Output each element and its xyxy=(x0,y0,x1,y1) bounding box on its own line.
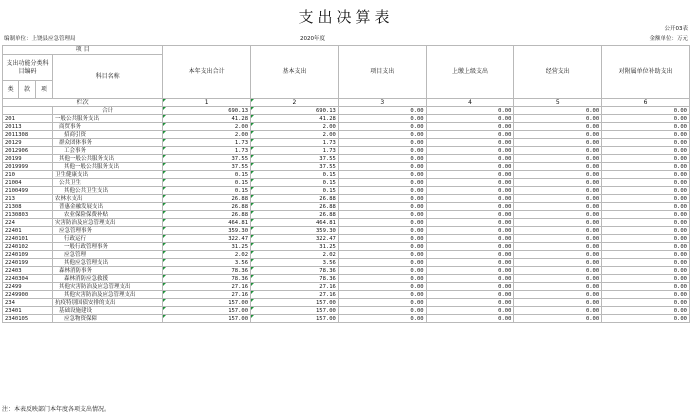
org-label: 编制单位：上饶县应急管理局 xyxy=(4,36,76,42)
func-code-cell: 2240102 xyxy=(3,243,53,251)
amount-cell-col5: 0.00 xyxy=(514,147,602,155)
subject-name-cell: 农业保险保费补贴 xyxy=(53,211,163,219)
subject-name-cell: 其他公共卫生支出 xyxy=(53,187,163,195)
subject-name-cell: 工会事务 xyxy=(53,147,163,155)
amount-cell-col2: 2.02 xyxy=(251,251,339,259)
amount-cell-col2: 26.88 xyxy=(251,195,339,203)
header-basic-exp: 基本支出 xyxy=(251,46,339,99)
amount-cell-col3: 0.00 xyxy=(338,115,426,123)
header-func-code: 支出功能分类科目编码 xyxy=(3,55,53,81)
table-row xyxy=(3,299,690,307)
table-row xyxy=(3,267,690,275)
func-code-cell: 2240101 xyxy=(3,235,53,243)
amount-cell-col1: 27.16 xyxy=(163,291,251,299)
table-row xyxy=(3,155,690,163)
amount-cell-col1: 157.00 xyxy=(163,307,251,315)
col-num-2: 2 xyxy=(251,99,339,107)
amount-cell-col3: 0.00 xyxy=(338,187,426,195)
table-row xyxy=(3,179,690,187)
amount-cell-col6: 0.00 xyxy=(602,163,690,171)
table-row xyxy=(3,147,690,155)
table-row xyxy=(3,211,690,219)
amount-cell-col1: 26.88 xyxy=(163,203,251,211)
amount-cell-col3: 0.00 xyxy=(338,107,426,115)
amount-cell-col2: 0.15 xyxy=(251,179,339,187)
amount-cell-col2: 322.47 xyxy=(251,235,339,243)
amount-cell-col5: 0.00 xyxy=(514,203,602,211)
amount-cell-col6: 0.00 xyxy=(602,171,690,179)
subject-name-cell: 其他灾害防治及应急管理支出 xyxy=(53,291,163,299)
amount-cell-col1: 37.55 xyxy=(163,163,251,171)
table-row xyxy=(3,259,690,267)
form-code: 公开03表 xyxy=(664,26,688,32)
amount-cell-col5: 0.00 xyxy=(514,299,602,307)
subject-name-cell: 合计 xyxy=(53,107,163,115)
func-code-cell: 213 xyxy=(3,195,53,203)
func-code-cell: 22401 xyxy=(3,227,53,235)
amount-cell-col2: 41.28 xyxy=(251,115,339,123)
amount-cell-col5: 0.00 xyxy=(514,283,602,291)
amount-cell-col2: 464.81 xyxy=(251,219,339,227)
amount-cell-col4: 0.00 xyxy=(426,211,514,219)
amount-cell-col2: 690.13 xyxy=(251,107,339,115)
amount-cell-col4: 0.00 xyxy=(426,299,514,307)
amount-cell-col2: 3.56 xyxy=(251,259,339,267)
table-row xyxy=(3,163,690,171)
amount-cell-col5: 0.00 xyxy=(514,195,602,203)
amount-cell-col1: 3.56 xyxy=(163,259,251,267)
amount-cell-col4: 0.00 xyxy=(426,203,514,211)
col-num-4: 4 xyxy=(426,99,514,107)
func-code-cell: 2240304 xyxy=(3,275,53,283)
subject-name-cell: 群众团体事务 xyxy=(53,139,163,147)
amount-cell-col4: 0.00 xyxy=(426,179,514,187)
footnote: 注：本表反映部门本年度各项支出情况。 xyxy=(2,406,111,413)
amount-cell-col4: 0.00 xyxy=(426,171,514,179)
amount-cell-col2: 78.36 xyxy=(251,267,339,275)
amount-cell-col1: 690.13 xyxy=(163,107,251,115)
subject-name-cell: 应急管理 xyxy=(53,251,163,259)
amount-cell-col6: 0.00 xyxy=(602,179,690,187)
amount-cell-col6: 0.00 xyxy=(602,115,690,123)
func-code-cell: 210 xyxy=(3,171,53,179)
amount-cell-col5: 0.00 xyxy=(514,267,602,275)
amount-cell-col6: 0.00 xyxy=(602,283,690,291)
amount-cell-col5: 0.00 xyxy=(514,115,602,123)
amount-cell-col5: 0.00 xyxy=(514,179,602,187)
subject-name-cell: 一般公共服务支出 xyxy=(53,115,163,123)
header-project: 项 目 xyxy=(3,46,163,55)
amount-cell-col6: 0.00 xyxy=(602,131,690,139)
amount-cell-col1: 322.47 xyxy=(163,235,251,243)
amount-cell-col1: 1.73 xyxy=(163,147,251,155)
header-total-exp: 本年支出合计 xyxy=(163,46,251,99)
col-num-6: 6 xyxy=(602,99,690,107)
amount-cell-col1: 2.00 xyxy=(163,131,251,139)
amount-cell-col3: 0.00 xyxy=(338,155,426,163)
amount-cell-col6: 0.00 xyxy=(602,211,690,219)
table-row xyxy=(3,315,690,323)
amount-cell-col6: 0.00 xyxy=(602,275,690,283)
header-lanci: 栏次 xyxy=(3,99,163,107)
func-code-cell: 234 xyxy=(3,299,53,307)
amount-cell-col6: 0.00 xyxy=(602,203,690,211)
amount-cell-col4: 0.00 xyxy=(426,115,514,123)
amount-cell-col6: 0.00 xyxy=(602,155,690,163)
amount-cell-col5: 0.00 xyxy=(514,307,602,315)
amount-cell-col5: 0.00 xyxy=(514,275,602,283)
func-code-cell: 2012906 xyxy=(3,147,53,155)
func-code-cell: 2130803 xyxy=(3,211,53,219)
amount-cell-col1: 26.88 xyxy=(163,211,251,219)
amount-cell-col2: 1.73 xyxy=(251,147,339,155)
func-code-cell: 2340105 xyxy=(3,315,53,323)
amount-cell-col2: 157.00 xyxy=(251,307,339,315)
func-code-cell: 2011308 xyxy=(3,131,53,139)
subject-name-cell: 其他一般公共服务支出 xyxy=(53,155,163,163)
subject-name-cell: 其他应急管理支出 xyxy=(53,259,163,267)
func-code-cell: 20129 xyxy=(3,139,53,147)
subject-name-cell: 普惠金融发展支出 xyxy=(53,203,163,211)
amount-cell-col2: 2.00 xyxy=(251,123,339,131)
header-lei: 类 xyxy=(3,81,19,99)
amount-cell-col3: 0.00 xyxy=(338,275,426,283)
amount-cell-col6: 0.00 xyxy=(602,291,690,299)
amount-cell-col5: 0.00 xyxy=(514,291,602,299)
amount-cell-col4: 0.00 xyxy=(426,243,514,251)
table-row xyxy=(3,251,690,259)
amount-cell-col6: 0.00 xyxy=(602,315,690,323)
amount-cell-col4: 0.00 xyxy=(426,123,514,131)
table-row xyxy=(3,171,690,179)
amount-cell-col4: 0.00 xyxy=(426,155,514,163)
amount-cell-col4: 0.00 xyxy=(426,283,514,291)
amount-cell-col3: 0.00 xyxy=(338,203,426,211)
amount-cell-col3: 0.00 xyxy=(338,307,426,315)
amount-cell-col6: 0.00 xyxy=(602,107,690,115)
func-code-cell: 2240109 xyxy=(3,251,53,259)
amount-cell-col1: 464.81 xyxy=(163,219,251,227)
amount-cell-col6: 0.00 xyxy=(602,243,690,251)
func-code-cell: 22499 xyxy=(3,283,53,291)
amount-cell-col4: 0.00 xyxy=(426,139,514,147)
func-code-cell: 2249900 xyxy=(3,291,53,299)
amount-cell-col5: 0.00 xyxy=(514,139,602,147)
amount-cell-col3: 0.00 xyxy=(338,131,426,139)
table-row xyxy=(3,187,690,195)
subject-name-cell: 森林消防应急救援 xyxy=(53,275,163,283)
amount-cell-col5: 0.00 xyxy=(514,259,602,267)
header-upper-sub: 上缴上级支出 xyxy=(426,46,514,99)
amount-cell-col3: 0.00 xyxy=(338,267,426,275)
table-row xyxy=(3,275,690,283)
amount-cell-col4: 0.00 xyxy=(426,187,514,195)
amount-cell-col3: 0.00 xyxy=(338,211,426,219)
header-kuan: 款 xyxy=(19,81,35,99)
subject-name-cell: 灾害防治及应急管理支出 xyxy=(53,219,163,227)
table-row xyxy=(3,235,690,243)
amount-cell-col2: 359.30 xyxy=(251,227,339,235)
amount-cell-col1: 359.30 xyxy=(163,227,251,235)
amount-cell-col2: 37.55 xyxy=(251,163,339,171)
amount-cell-col2: 1.73 xyxy=(251,139,339,147)
amount-cell-col4: 0.00 xyxy=(426,235,514,243)
amount-cell-col5: 0.00 xyxy=(514,163,602,171)
subject-name-cell: 其他灾害防治及应急管理支出 xyxy=(53,283,163,291)
subject-name-cell: 抗疫特别国债安排的支出 xyxy=(53,299,163,307)
func-code-cell: 2100499 xyxy=(3,187,53,195)
table-row xyxy=(3,139,690,147)
amount-cell-col5: 0.00 xyxy=(514,155,602,163)
subject-name-cell: 应急管理事务 xyxy=(53,227,163,235)
amount-cell-col3: 0.00 xyxy=(338,291,426,299)
amount-cell-col6: 0.00 xyxy=(602,259,690,267)
amount-cell-col1: 0.15 xyxy=(163,179,251,187)
header-xiang: 项 xyxy=(35,81,52,99)
amount-cell-col3: 0.00 xyxy=(338,147,426,155)
subject-name-cell: 基础设施建设 xyxy=(53,307,163,315)
amount-cell-col5: 0.00 xyxy=(514,123,602,131)
amount-cell-col5: 0.00 xyxy=(514,211,602,219)
amount-cell-col3: 0.00 xyxy=(338,139,426,147)
amount-cell-col5: 0.00 xyxy=(514,243,602,251)
amount-cell-col6: 0.00 xyxy=(602,195,690,203)
func-code-cell: 21004 xyxy=(3,179,53,187)
table-row xyxy=(3,195,690,203)
amount-cell-col1: 27.16 xyxy=(163,283,251,291)
subject-name-cell: 其他一般公共服务支出 xyxy=(53,163,163,171)
subject-name-cell: 招商引资 xyxy=(53,131,163,139)
header-project-exp: 项目支出 xyxy=(338,46,426,99)
amount-cell-col4: 0.00 xyxy=(426,315,514,323)
amount-cell-col6: 0.00 xyxy=(602,235,690,243)
amount-cell-col4: 0.00 xyxy=(426,251,514,259)
table-row xyxy=(3,243,690,251)
table-row xyxy=(3,115,690,123)
func-code-cell: 20113 xyxy=(3,123,53,131)
amount-cell-col5: 0.00 xyxy=(514,251,602,259)
col-num-1: 1 xyxy=(163,99,251,107)
func-code-cell: 2240199 xyxy=(3,259,53,267)
col-num-3: 3 xyxy=(338,99,426,107)
amount-cell-col4: 0.00 xyxy=(426,227,514,235)
col-num-5: 5 xyxy=(514,99,602,107)
amount-cell-col1: 157.00 xyxy=(163,315,251,323)
header-subject: 科目名称 xyxy=(53,55,163,99)
amount-cell-col2: 2.00 xyxy=(251,131,339,139)
amount-cell-col4: 0.00 xyxy=(426,291,514,299)
amount-cell-col1: 1.73 xyxy=(163,139,251,147)
subject-name-cell: 应急物资保障 xyxy=(53,315,163,323)
table-row xyxy=(3,107,690,115)
amount-cell-col4: 0.00 xyxy=(426,275,514,283)
amount-cell-col3: 0.00 xyxy=(338,283,426,291)
amount-cell-col4: 0.00 xyxy=(426,131,514,139)
amount-cell-col3: 0.00 xyxy=(338,219,426,227)
amount-cell-col5: 0.00 xyxy=(514,171,602,179)
amount-cell-col6: 0.00 xyxy=(602,219,690,227)
func-code-cell: 23401 xyxy=(3,307,53,315)
amount-cell-col1: 0.15 xyxy=(163,187,251,195)
expenditure-table xyxy=(2,45,690,323)
amount-cell-col5: 0.00 xyxy=(514,131,602,139)
subject-name-cell: 一般行政管理事务 xyxy=(53,243,163,251)
amount-cell-col6: 0.00 xyxy=(602,123,690,131)
table-row xyxy=(3,283,690,291)
amount-cell-col1: 2.02 xyxy=(163,251,251,259)
amount-cell-col4: 0.00 xyxy=(426,267,514,275)
amount-cell-col3: 0.00 xyxy=(338,251,426,259)
func-code-cell: 2019999 xyxy=(3,163,53,171)
table-row xyxy=(3,131,690,139)
amount-cell-col6: 0.00 xyxy=(602,187,690,195)
func-code-cell: 224 xyxy=(3,219,53,227)
func-code-cell: 20199 xyxy=(3,155,53,163)
table-row xyxy=(3,219,690,227)
amount-cell-col5: 0.00 xyxy=(514,235,602,243)
amount-cell-col5: 0.00 xyxy=(514,315,602,323)
amount-cell-col2: 78.36 xyxy=(251,275,339,283)
amount-cell-col3: 0.00 xyxy=(338,171,426,179)
amount-cell-col4: 0.00 xyxy=(426,195,514,203)
amount-cell-col1: 37.55 xyxy=(163,155,251,163)
amount-cell-col1: 78.36 xyxy=(163,267,251,275)
header-subsidy-exp: 对附属单位补助支出 xyxy=(602,46,690,99)
amount-cell-col1: 41.28 xyxy=(163,115,251,123)
table-row xyxy=(3,203,690,211)
amount-cell-col2: 26.88 xyxy=(251,203,339,211)
amount-cell-col6: 0.00 xyxy=(602,299,690,307)
amount-cell-col3: 0.00 xyxy=(338,163,426,171)
amount-cell-col6: 0.00 xyxy=(602,227,690,235)
func-code-cell: 22403 xyxy=(3,267,53,275)
amount-cell-col6: 0.00 xyxy=(602,139,690,147)
subject-name-cell: 农林水支出 xyxy=(53,195,163,203)
amount-cell-col2: 37.55 xyxy=(251,155,339,163)
amount-cell-col1: 157.00 xyxy=(163,299,251,307)
amount-cell-col5: 0.00 xyxy=(514,107,602,115)
amount-cell-col6: 0.00 xyxy=(602,267,690,275)
amount-cell-col3: 0.00 xyxy=(338,227,426,235)
amount-cell-col2: 157.00 xyxy=(251,299,339,307)
amount-cell-col3: 0.00 xyxy=(338,123,426,131)
amount-cell-col2: 157.00 xyxy=(251,315,339,323)
amount-cell-col4: 0.00 xyxy=(426,219,514,227)
amount-cell-col1: 2.00 xyxy=(163,123,251,131)
table-row xyxy=(3,307,690,315)
amount-cell-col3: 0.00 xyxy=(338,315,426,323)
amount-cell-col2: 27.16 xyxy=(251,291,339,299)
amount-cell-col2: 0.15 xyxy=(251,187,339,195)
amount-cell-col5: 0.00 xyxy=(514,187,602,195)
amount-cell-col6: 0.00 xyxy=(602,307,690,315)
amount-cell-col6: 0.00 xyxy=(602,251,690,259)
amount-cell-col2: 0.15 xyxy=(251,171,339,179)
amount-cell-col3: 0.00 xyxy=(338,299,426,307)
table-row xyxy=(3,123,690,131)
amount-cell-col3: 0.00 xyxy=(338,235,426,243)
amount-cell-col3: 0.00 xyxy=(338,179,426,187)
report-meta xyxy=(0,24,692,44)
subject-name-cell: 行政运行 xyxy=(53,235,163,243)
func-code-cell: 201 xyxy=(3,115,53,123)
amount-cell-col3: 0.00 xyxy=(338,195,426,203)
amount-cell-col4: 0.00 xyxy=(426,259,514,267)
unit-label: 金额单位：万元 xyxy=(649,36,688,42)
amount-cell-col2: 27.16 xyxy=(251,283,339,291)
amount-cell-col1: 78.36 xyxy=(163,275,251,283)
amount-cell-col4: 0.00 xyxy=(426,107,514,115)
subject-name-cell: 商贸事务 xyxy=(53,123,163,131)
amount-cell-col6: 0.00 xyxy=(602,147,690,155)
amount-cell-col4: 0.00 xyxy=(426,147,514,155)
amount-cell-col1: 26.88 xyxy=(163,195,251,203)
table-row xyxy=(3,227,690,235)
amount-cell-col1: 0.15 xyxy=(163,171,251,179)
year-label: 2020年度 xyxy=(300,36,325,42)
amount-cell-col3: 0.00 xyxy=(338,243,426,251)
table-row xyxy=(3,291,690,299)
func-code-cell: 21308 xyxy=(3,203,53,211)
page-title: 支出决算表 xyxy=(298,8,394,26)
amount-cell-col5: 0.00 xyxy=(514,227,602,235)
subject-name-cell: 公共卫生 xyxy=(53,179,163,187)
subject-name-cell: 卫生健康支出 xyxy=(53,171,163,179)
header-business-exp: 经营支出 xyxy=(514,46,602,99)
amount-cell-col2: 31.25 xyxy=(251,243,339,251)
amount-cell-col1: 31.25 xyxy=(163,243,251,251)
subject-name-cell: 森林消防事务 xyxy=(53,267,163,275)
amount-cell-col5: 0.00 xyxy=(514,219,602,227)
func-code-cell xyxy=(3,107,53,115)
amount-cell-col3: 0.00 xyxy=(338,259,426,267)
amount-cell-col4: 0.00 xyxy=(426,163,514,171)
amount-cell-col2: 26.88 xyxy=(251,211,339,219)
amount-cell-col4: 0.00 xyxy=(426,307,514,315)
